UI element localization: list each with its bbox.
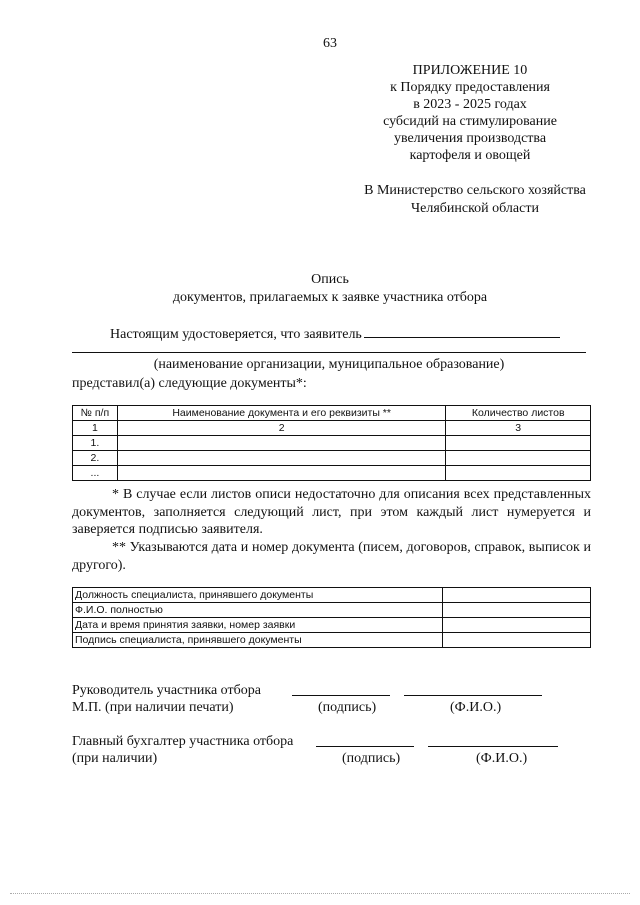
specialist-label-cell: Дата и время принятия заявки, номер заявки [73,618,443,633]
sheet-count-cell[interactable] [446,466,591,481]
accountant-signature-field[interactable] [316,746,414,747]
intro-text: Настоящим удостоверяется, что заявитель [110,327,362,342]
header-cell: Количество листов [446,406,591,421]
head-label: Руководитель участника отбора [72,683,261,698]
accountant-label: Главный бухгалтер участника отбора [72,734,294,749]
table-row [73,588,591,603]
document-name-cell[interactable] [117,451,446,466]
specialist-label-cell: Ф.И.О. полностью [73,603,443,618]
appendix-line: картофеля и овощей [409,148,531,163]
addressee-line: В Министерство сельского хозяйства [364,183,586,198]
specialist-value-cell[interactable] [443,618,591,633]
footnote-1: * В случае если листов описи недостаточно для описания всех представленных документов, заполняется следующий лист, при этом каждый лист нумеруется и заверяется подписью заявителя. [72,487,591,537]
appendix-line: к Порядку предоставления [390,80,550,95]
document-name-cell[interactable] [117,466,446,481]
page-number: 63 [323,36,337,51]
specialist-value-cell[interactable] [443,603,591,618]
row-number-cell: ... [73,466,118,481]
document-name-cell[interactable] [117,436,446,451]
applicant-name-field-continuation[interactable] [72,352,586,353]
head-name-field[interactable] [404,695,542,696]
appendix-line: ПРИЛОЖЕНИЕ 10 [412,63,528,78]
row-number-cell: 1. [73,436,118,451]
head-signature-field[interactable] [292,695,390,696]
specialist-table [72,587,591,648]
specialist-label-cell: Подпись специалиста, принявшего документы [73,633,443,648]
table-row [73,603,591,618]
appendix-block [350,62,590,164]
table-row [73,436,591,451]
intro-statement [110,323,560,343]
applicant-name-field[interactable] [364,323,560,338]
specialist-value-cell[interactable] [443,633,591,648]
specialist-value-cell[interactable] [443,588,591,603]
header-cell: № п/п [73,406,118,421]
stamp-label: М.П. (при наличии печати) [72,700,234,715]
specialist-label-cell: Должность специалиста, принявшего документы [73,588,443,603]
table-row [73,618,591,633]
footer-divider [10,893,630,894]
accountant-name-caption: (Ф.И.О.) [476,751,528,766]
appendix-line: в 2023 - 2025 годах [413,97,527,112]
table-column-numbers-row [73,421,591,436]
field-caption: (наименование организации, муниципальное образование) [153,357,505,372]
addressee-line: Челябинской области [411,201,539,216]
column-number-cell: 1 [73,421,118,436]
appendix-line: субсидий на стимулирование [383,114,557,129]
footnote-2: ** Указываются дата и номер документа (писем, договоров, справок, выписок и другого). [72,540,591,573]
table-row [73,633,591,648]
appendix-line: увеличения производства [393,131,547,146]
sheet-count-cell[interactable] [446,451,591,466]
accountant-name-field[interactable] [428,746,558,747]
column-number-cell: 3 [446,421,591,436]
sheet-count-cell[interactable] [446,436,591,451]
accountant-sign-caption: (подпись) [342,751,401,766]
document-title [0,271,640,307]
row-number-cell: 2. [73,451,118,466]
table-header-row [73,406,591,421]
head-name-caption: (Ф.И.О.) [450,700,502,715]
addressee-block [340,182,610,218]
table-row [73,451,591,466]
header-cell: Наименование документа и его реквизиты ** [117,406,446,421]
presented-text: представил(а) следующие документы*: [72,376,307,391]
title-line-2: документов, прилагаемых к заявке участника отбора [172,290,488,305]
head-sign-caption: (подпись) [318,700,377,715]
column-number-cell: 2 [117,421,446,436]
documents-table [72,405,591,481]
accountant-sub-label: (при наличии) [72,751,158,766]
table-row [73,466,591,481]
title-line-1: Опись [311,272,349,287]
